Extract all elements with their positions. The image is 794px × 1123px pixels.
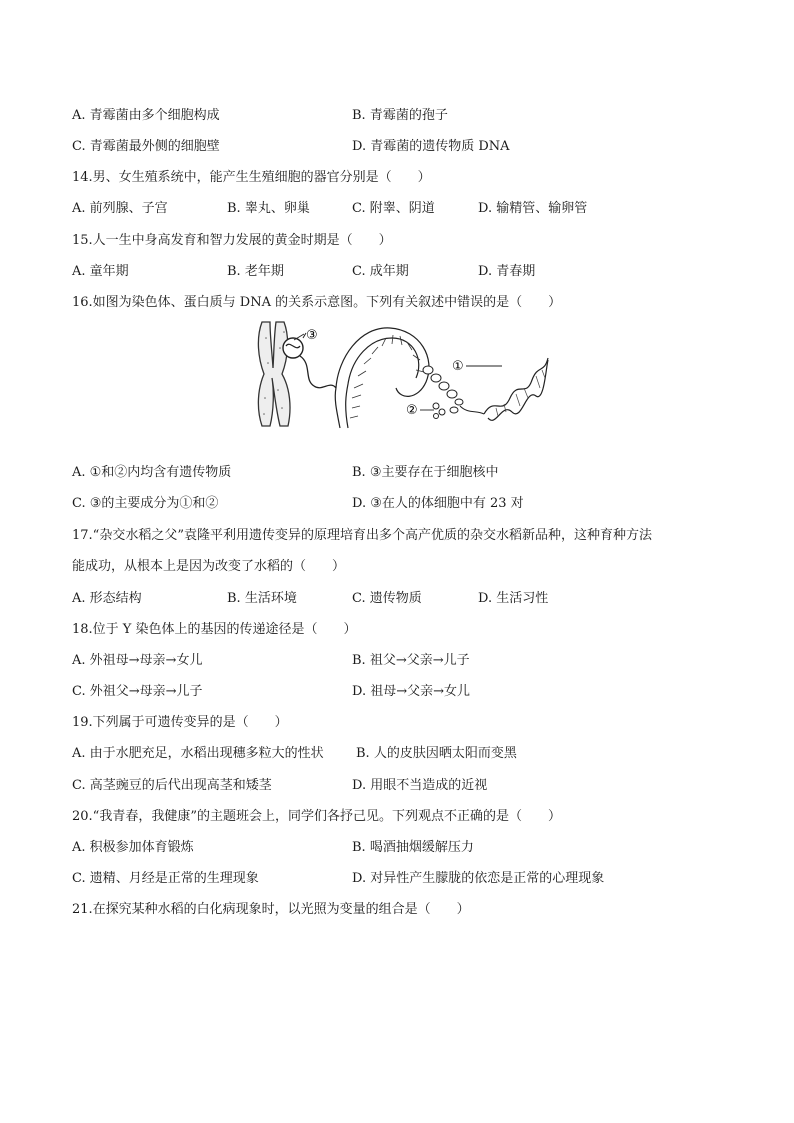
q18-option-a: A. 外祖母→母亲→女儿 bbox=[72, 653, 203, 668]
q14-option-b: B. 睾丸、卵巢 bbox=[227, 201, 310, 216]
q15-stem: 15.人一生中身高发育和智力发展的黄金时期是（ ） bbox=[72, 233, 392, 248]
figure-label-1: ① bbox=[452, 359, 464, 374]
q19-option-c: C. 高茎豌豆的后代出现高茎和矮茎 bbox=[72, 778, 272, 793]
q13-option-b: B. 青霉菌的孢子 bbox=[352, 108, 448, 123]
q20-option-b: B. 喝酒抽烟缓解压力 bbox=[352, 840, 474, 855]
q19-stem: 19.下列属于可遗传变异的是（ ） bbox=[72, 715, 288, 730]
q13-option-d: D. 青霉菌的遗传物质 DNA bbox=[352, 139, 510, 154]
q16-option-d: D. ③在人的体细胞中有 23 对 bbox=[352, 496, 524, 511]
q15-option-a: A. 童年期 bbox=[72, 264, 129, 279]
q14-option-a: A. 前列腺、子宫 bbox=[72, 201, 168, 216]
q20-option-d: D. 对异性产生朦胧的依恋是正常的心理现象 bbox=[352, 871, 605, 886]
q13-option-a: A. 青霉菌由多个细胞构成 bbox=[72, 108, 220, 123]
chromosome-drawing bbox=[258, 322, 290, 426]
figure-label-2: ② bbox=[406, 403, 418, 418]
q17-option-c: C. 遗传物质 bbox=[352, 591, 422, 606]
q19-option-a: A. 由于水肥充足，水稻出现穗多粒大的性状 bbox=[72, 746, 324, 761]
q18-option-b: B. 祖父→父亲→儿子 bbox=[352, 653, 470, 668]
q17-option-a: A. 形态结构 bbox=[72, 591, 142, 606]
q20-stem: 20.“我青春，我健康”的主题班会上，同学们各抒己见。下列观点不正确的是（ ） bbox=[72, 809, 561, 824]
figure-label-3: ③ bbox=[306, 328, 318, 343]
q20-option-a: A. 积极参加体育锻炼 bbox=[72, 840, 194, 855]
q17-option-b: B. 生活环境 bbox=[227, 591, 297, 606]
q17-stem-line2: 能成功，从根本上是因为改变了水稻的（ ） bbox=[72, 559, 346, 574]
q18-option-c: C. 外祖父→母亲→儿子 bbox=[72, 684, 203, 699]
q20-option-c: C. 遗精、月经是正常的生理现象 bbox=[72, 871, 259, 886]
q18-option-d: D. 祖母→父亲→女儿 bbox=[352, 684, 471, 699]
q14-option-d: D. 输精管、输卵管 bbox=[478, 201, 588, 216]
q14-stem: 14.男、女生殖系统中，能产生生殖细胞的器官分别是（ ） bbox=[72, 170, 431, 185]
q16-option-c: C. ③的主要成分为①和② bbox=[72, 496, 219, 511]
chromosome-dna-figure bbox=[240, 318, 550, 430]
q18-stem: 18.位于 Y 染色体上的基因的传递途径是（ ） bbox=[72, 622, 357, 637]
q15-option-d: D. 青春期 bbox=[478, 264, 536, 279]
q17-stem-line1: 17.“杂交水稻之父”袁隆平利用遗传变异的原理培育出多个高产优质的杂交水稻新品种，这种育种方法 bbox=[72, 528, 652, 543]
q19-option-b: B. 人的皮肤因晒太阳而变黑 bbox=[356, 746, 517, 761]
q16-option-a: A. ①和②内均含有遗传物质 bbox=[72, 465, 232, 480]
q16-option-b: B. ③主要存在于细胞核中 bbox=[352, 465, 499, 480]
q13-option-c: C. 青霉菌最外侧的细胞壁 bbox=[72, 139, 220, 154]
q16-stem: 16.如图为染色体、蛋白质与 DNA 的关系示意图。下列有关叙述中错误的是（ ） bbox=[72, 295, 562, 310]
q17-option-d: D. 生活习性 bbox=[478, 591, 549, 606]
q19-option-d: D. 用眼不当造成的近视 bbox=[352, 778, 488, 793]
q21-stem: 21.在探究某种水稻的白化病现象时，以光照为变量的组合是（ ） bbox=[72, 902, 470, 917]
magnify-circle bbox=[283, 338, 303, 358]
dna-double-helix bbox=[484, 358, 548, 420]
q14-option-c: C. 附睾、阴道 bbox=[352, 201, 435, 216]
q15-option-b: B. 老年期 bbox=[227, 264, 284, 279]
q15-option-c: C. 成年期 bbox=[352, 264, 409, 279]
